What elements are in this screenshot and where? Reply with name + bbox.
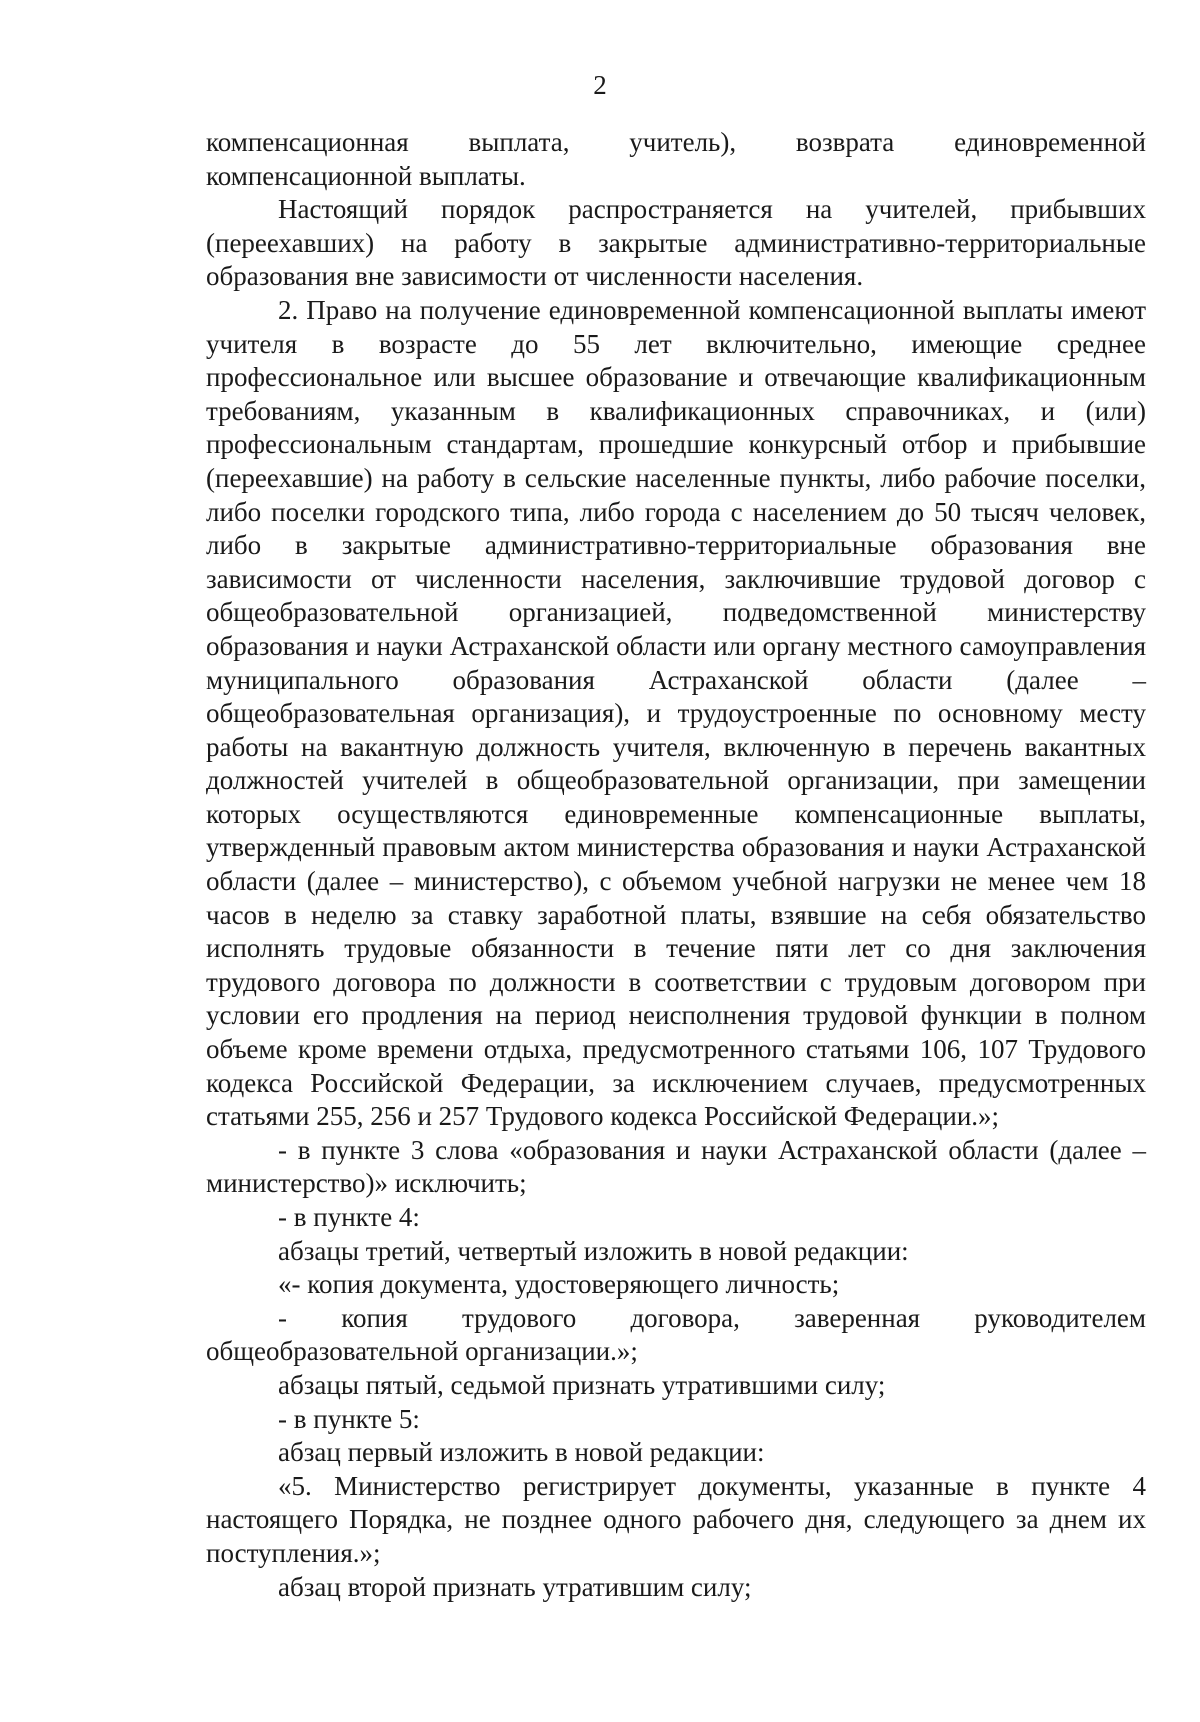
paragraph-7: «- копия документа, удостоверяющего личность; bbox=[278, 1269, 840, 1300]
page-number: 2 bbox=[593, 70, 607, 100]
paragraph-10: - в пункте 5: bbox=[278, 1403, 420, 1434]
paragraph-1: компенсационная выплата, учитель), возврата единовременной компенсационной выплаты. bbox=[206, 127, 1146, 191]
paragraph-4: - в пункте 3 слова «образования и науки Астраханской области (далее – министерство)» исключить; bbox=[206, 1134, 1146, 1199]
document-body bbox=[206, 126, 1146, 1604]
paragraph-3: 2. Право на получение единовременной компенсационной выплаты имеют учителя в возрасте до 55 лет включительно, имеющие среднее профессиональное или высшее образование и отвечающие квалификационным требованиям, указанным в квалификационных справочниках, и (или) профессиональным стандартам, прошедшие конкурсный отбор и прибывшие (переехавшие) на работу в сельские населенные пункты, либо рабочие поселки, либо поселки городского типа, либо города с населением до 50 тысяч человек, либо в закрытые административно-территориальные образования вне зависимости от численности населения, заключившие трудовой договор с общеобразовательной организацией, подведомственной министерству образования и науки Астраханской области или органу местного самоуправления муниципального образования Астраханской области (далее – общеобразовательная организация), и трудоустроенные по основному месту работы на вакантную должность учителя, включенную в перечень вакантных должностей учителей в общеобразовательной организации, при замещении которых осуществляются единовременные компенсационные выплаты, утвержденный правовым актом министерства образования и науки Астраханской области (далее – министерство), с объемом учебной нагрузки не менее чем 18 часов в неделю за ставку заработной платы, взявшие на себя обязательство исполнять трудовые обязанности в течение пяти лет со дня заключения трудового договора по должности в соответствии с трудовым договором при условии его продления на период неисполнения трудовой функции в полном объеме кроме времени отдыха, предусмотренного статьями 106, 107 Трудового кодекса Российской Федерации, за исключением случаев, предусмотренных статьями 255, 256 и 257 Трудового кодекса Российской Федерации.»; bbox=[206, 294, 1146, 1132]
paragraph-12: «5. Министерство регистрирует документы, указанные в пункте 4 настоящего Порядка, не позднее одного рабочего дня, следующего за днем их поступления.»; bbox=[206, 1470, 1146, 1568]
paragraph-9: абзацы пятый, седьмой признать утратившими силу; bbox=[278, 1369, 886, 1400]
paragraph-11: абзац первый изложить в новой редакции: bbox=[278, 1437, 765, 1468]
paragraph-13: абзац второй признать утратившим силу; bbox=[278, 1571, 752, 1602]
paragraph-5: - в пункте 4: bbox=[278, 1202, 420, 1232]
paragraph-2: Настоящий порядок распространяется на учителей, прибывших (переехавших) на работу в закрытые административно-территориальные образования вне зависимости от численности населения. bbox=[206, 194, 1146, 292]
paragraph-8: - копия трудового договора, заверенная руководителем общеобразовательной организации.»; bbox=[206, 1302, 1146, 1367]
paragraph-6: абзацы третий, четвертый изложить в новой редакции: bbox=[278, 1235, 909, 1266]
